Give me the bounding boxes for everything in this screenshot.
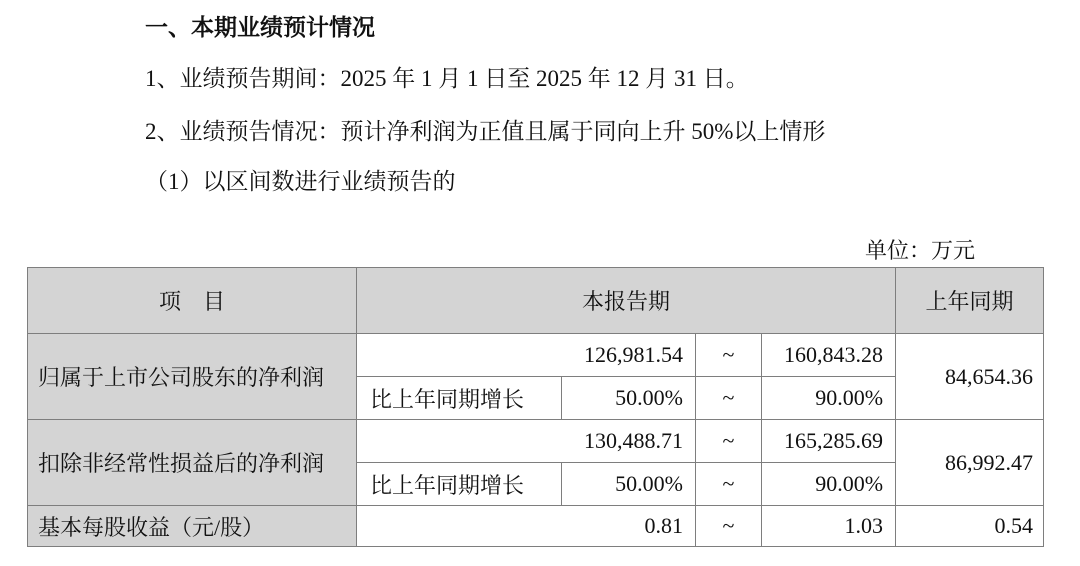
range-note-line: （1）以区间数进行业绩预告的 bbox=[145, 169, 456, 194]
forecast-table bbox=[27, 267, 1044, 547]
eps-low-cell: 0.81 bbox=[357, 506, 696, 547]
unit-label: 单位：万元 bbox=[864, 238, 975, 263]
deducted-profit-low-cell: 130,488.71 bbox=[357, 420, 696, 463]
header-item-cell: 项 目 bbox=[28, 268, 357, 334]
growth-label-cell: 比上年同期增长 bbox=[357, 377, 562, 420]
section-heading: 一、本期业绩预计情况 bbox=[145, 15, 375, 40]
deducted-profit-high-cell: 165,285.69 bbox=[762, 420, 896, 463]
growth-high-cell: 90.00% bbox=[762, 463, 896, 506]
tilde-cell: ~ bbox=[696, 463, 762, 506]
forecast-period-line: 1、业绩预告期间：2025 年 1 月 1 日至 2025 年 12 月 31 日。 bbox=[145, 66, 749, 91]
row-label-net-profit: 归属于上市公司股东的净利润 bbox=[28, 334, 357, 420]
net-profit-prior-cell: 84,654.36 bbox=[896, 334, 1044, 420]
header-current-period-cell: 本报告期 bbox=[357, 268, 896, 334]
table-header-row bbox=[28, 268, 1044, 334]
deducted-profit-prior-cell: 86,992.47 bbox=[896, 420, 1044, 506]
net-profit-low-cell: 126,981.54 bbox=[357, 334, 696, 377]
growth-low-cell: 50.00% bbox=[562, 377, 696, 420]
eps-prior-cell: 0.54 bbox=[896, 506, 1044, 547]
growth-low-cell: 50.00% bbox=[562, 463, 696, 506]
tilde-cell: ~ bbox=[696, 506, 762, 547]
eps-high-cell: 1.03 bbox=[762, 506, 896, 547]
tilde-cell: ~ bbox=[696, 420, 762, 463]
tilde-cell: ~ bbox=[696, 334, 762, 377]
forecast-situation-line: 2、业绩预告情况：预计净利润为正值且属于同向上升 50%以上情形 bbox=[145, 119, 826, 144]
growth-high-cell: 90.00% bbox=[762, 377, 896, 420]
tilde-cell: ~ bbox=[696, 377, 762, 420]
table-row bbox=[28, 334, 1044, 377]
row-label-deducted-profit: 扣除非经常性损益后的净利润 bbox=[28, 420, 357, 506]
table-row bbox=[28, 420, 1044, 463]
growth-label-cell: 比上年同期增长 bbox=[357, 463, 562, 506]
header-prior-period-cell: 上年同期 bbox=[896, 268, 1044, 334]
row-label-eps: 基本每股收益（元/股） bbox=[28, 506, 357, 547]
table-row-eps bbox=[28, 506, 1044, 547]
net-profit-high-cell: 160,843.28 bbox=[762, 334, 896, 377]
